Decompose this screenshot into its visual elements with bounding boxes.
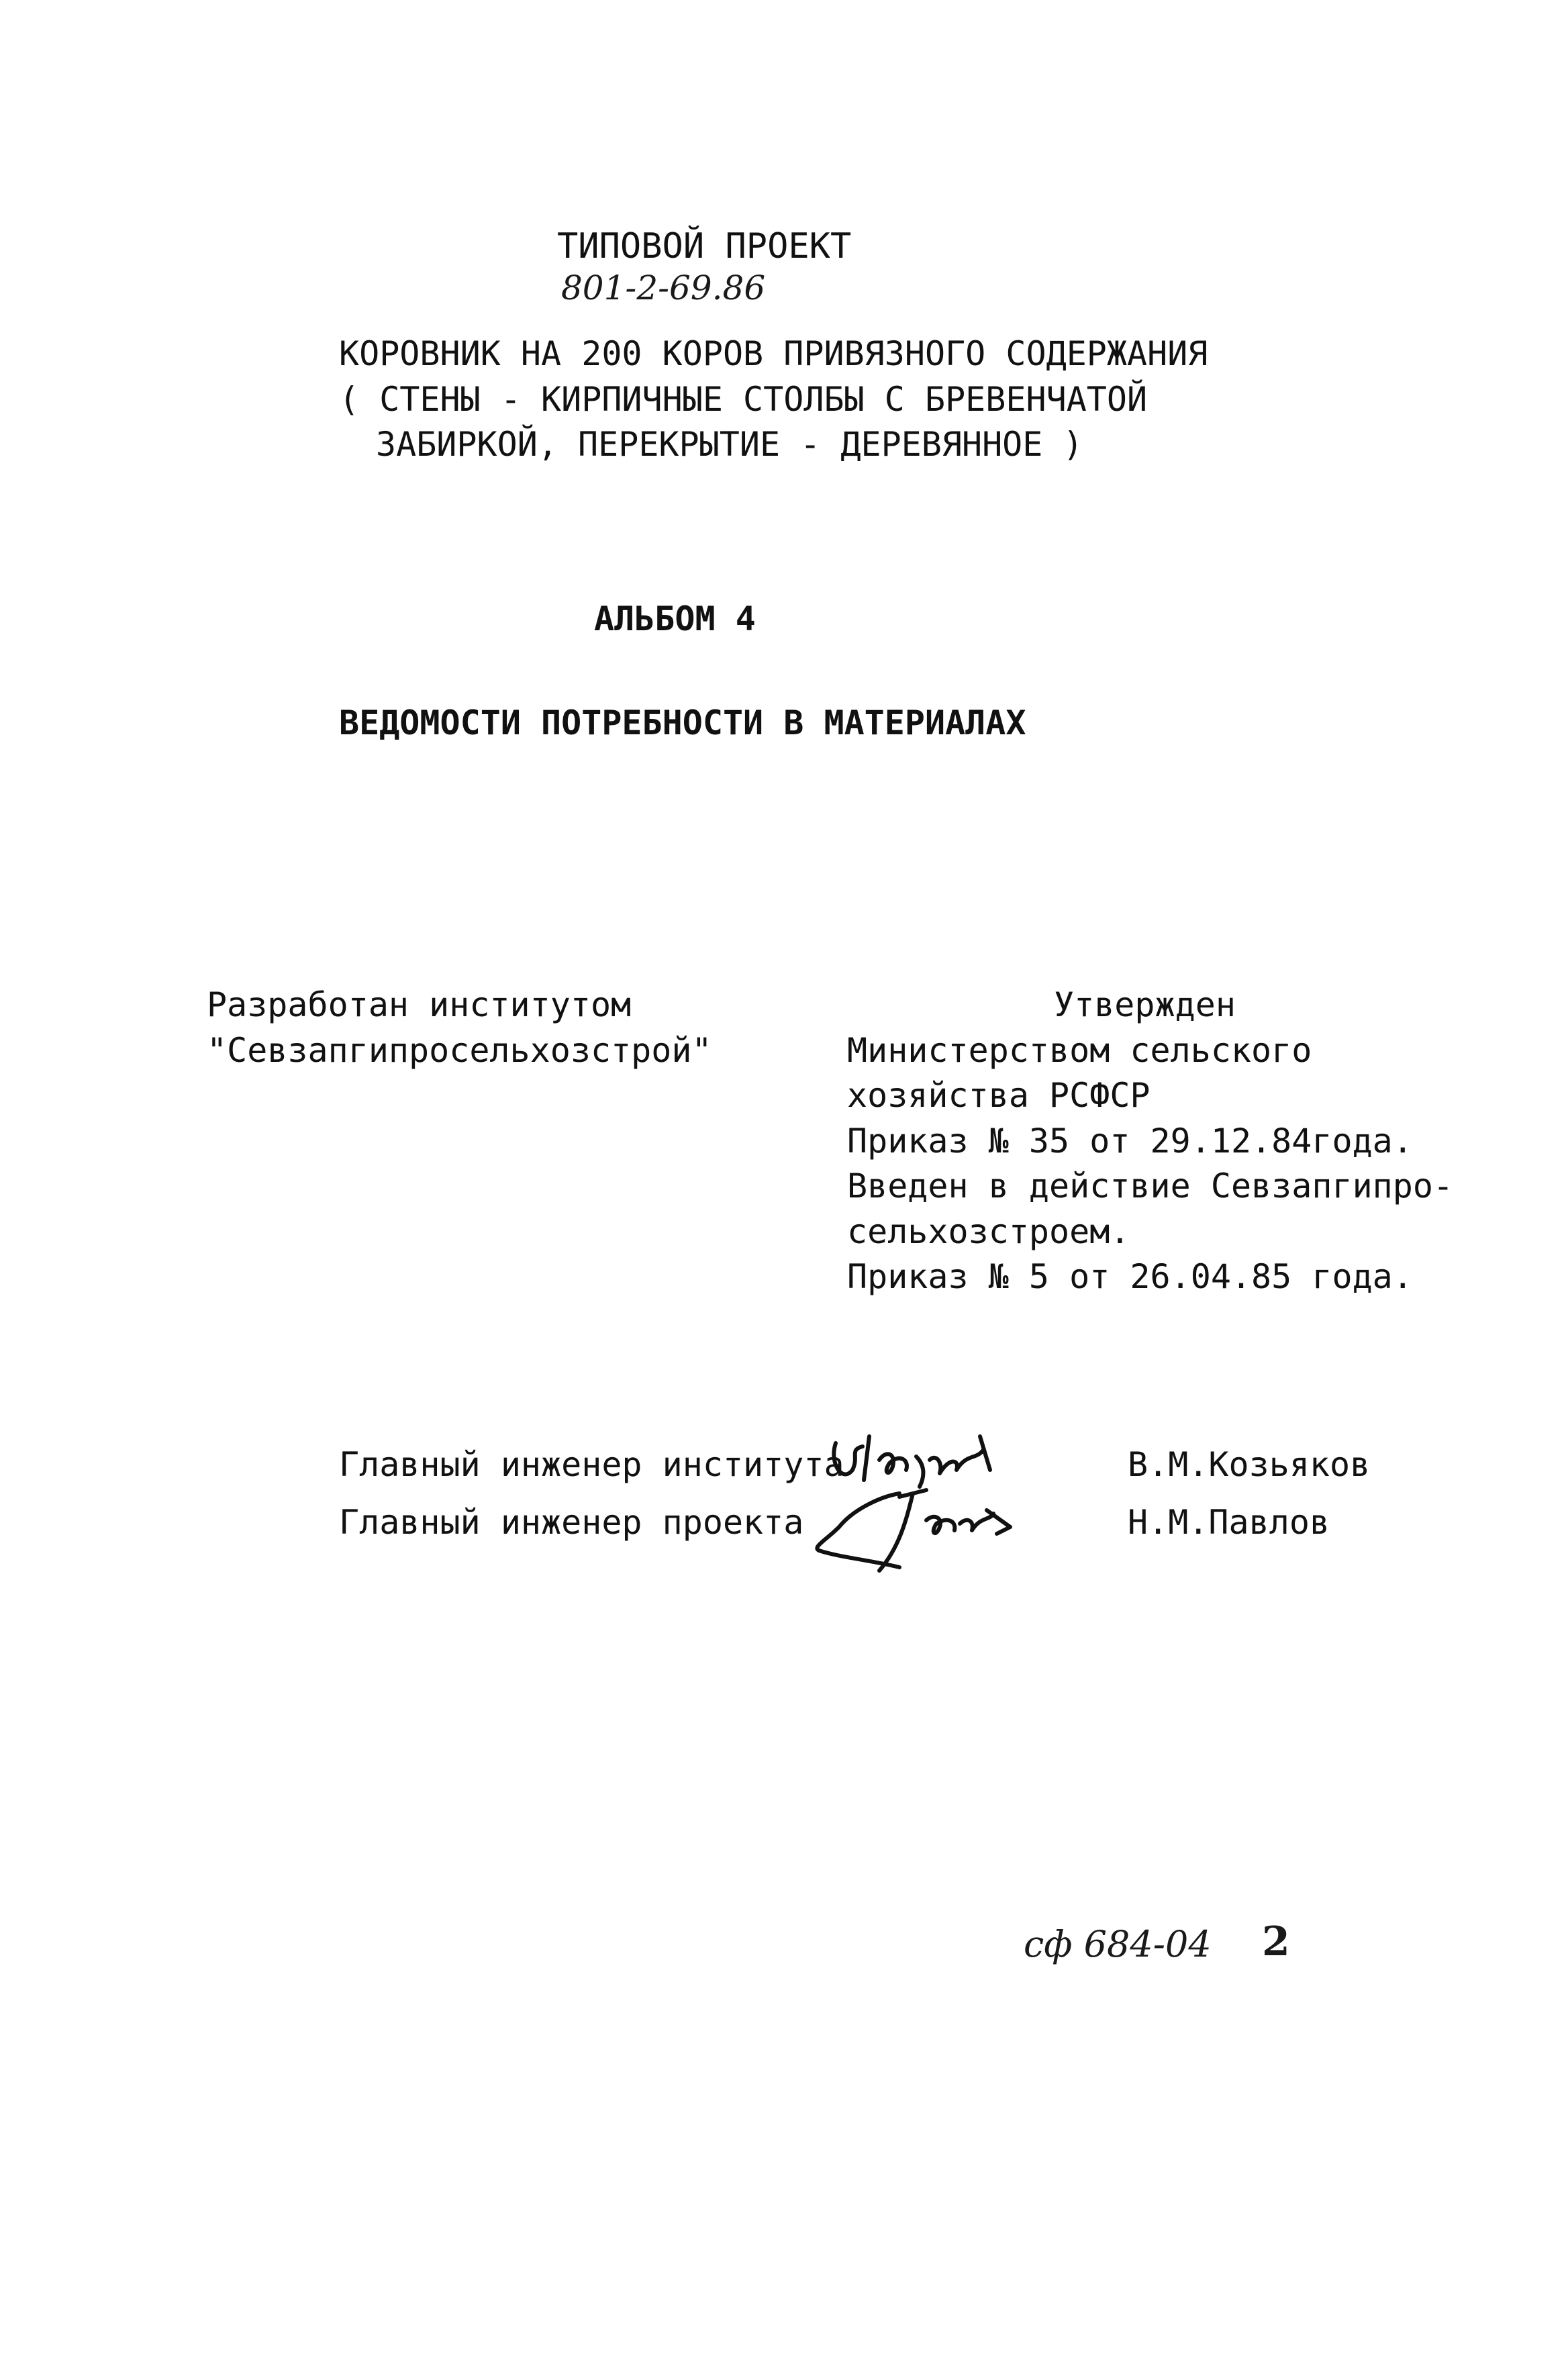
signature-name-2: Н.М.Павлов — [1128, 1503, 1330, 1542]
approval-line-7: Приказ № 5 от 26.04.85 года. — [847, 1257, 1413, 1296]
footer-page-number: 2 — [1262, 1918, 1290, 1965]
album-label: АЛЬБОМ 4 — [594, 599, 756, 638]
developer-line-1: Разработан институтом — [207, 985, 632, 1024]
signature-name-1: В.М.Козьяков — [1128, 1445, 1371, 1484]
album-subtitle: ВЕДОМОСТИ ПОТРЕБНОСТИ В МАТЕРИАЛАХ — [339, 703, 1026, 742]
approval-line-4: Приказ № 35 от 29.12.84года. — [847, 1122, 1413, 1161]
signature-role-1: Главный инженер института — [339, 1445, 844, 1484]
handwritten-signature-2 — [799, 1480, 1027, 1581]
title-line-3: ЗАБИРКОЙ, ПЕРЕКРЫТИЕ - ДЕРЕВЯННОЕ ) — [376, 425, 1083, 464]
title-line-1: КОРОВНИК НА 200 КОРОВ ПРИВЯЗНОГО СОДЕРЖАНИЯ — [339, 334, 1208, 373]
approval-line-2: Министерством сельского — [847, 1031, 1312, 1070]
approval-line-1: Утвержден — [1054, 985, 1236, 1024]
title-line-2: ( СТЕНЫ - КИРПИЧНЫЕ СТОЛБЫ С БРЕВЕНЧАТОЙ — [339, 380, 1148, 419]
project-number: 801-2-69.86 — [561, 268, 766, 307]
project-type-label: ТИПОВОЙ ПРОЕКТ — [557, 226, 852, 266]
footer-code: сф 684-04 — [1024, 1923, 1212, 1965]
approval-line-3: хозяйства РСФСР — [847, 1076, 1150, 1115]
signature-role-2: Главный инженер проекта — [339, 1503, 804, 1542]
approval-line-6: сельхозстроем. — [847, 1212, 1130, 1251]
developer-line-2: "Севзапгипросельхозстрой" — [207, 1031, 712, 1070]
approval-line-5: Введен в действие Севзапгипро- — [847, 1167, 1454, 1205]
